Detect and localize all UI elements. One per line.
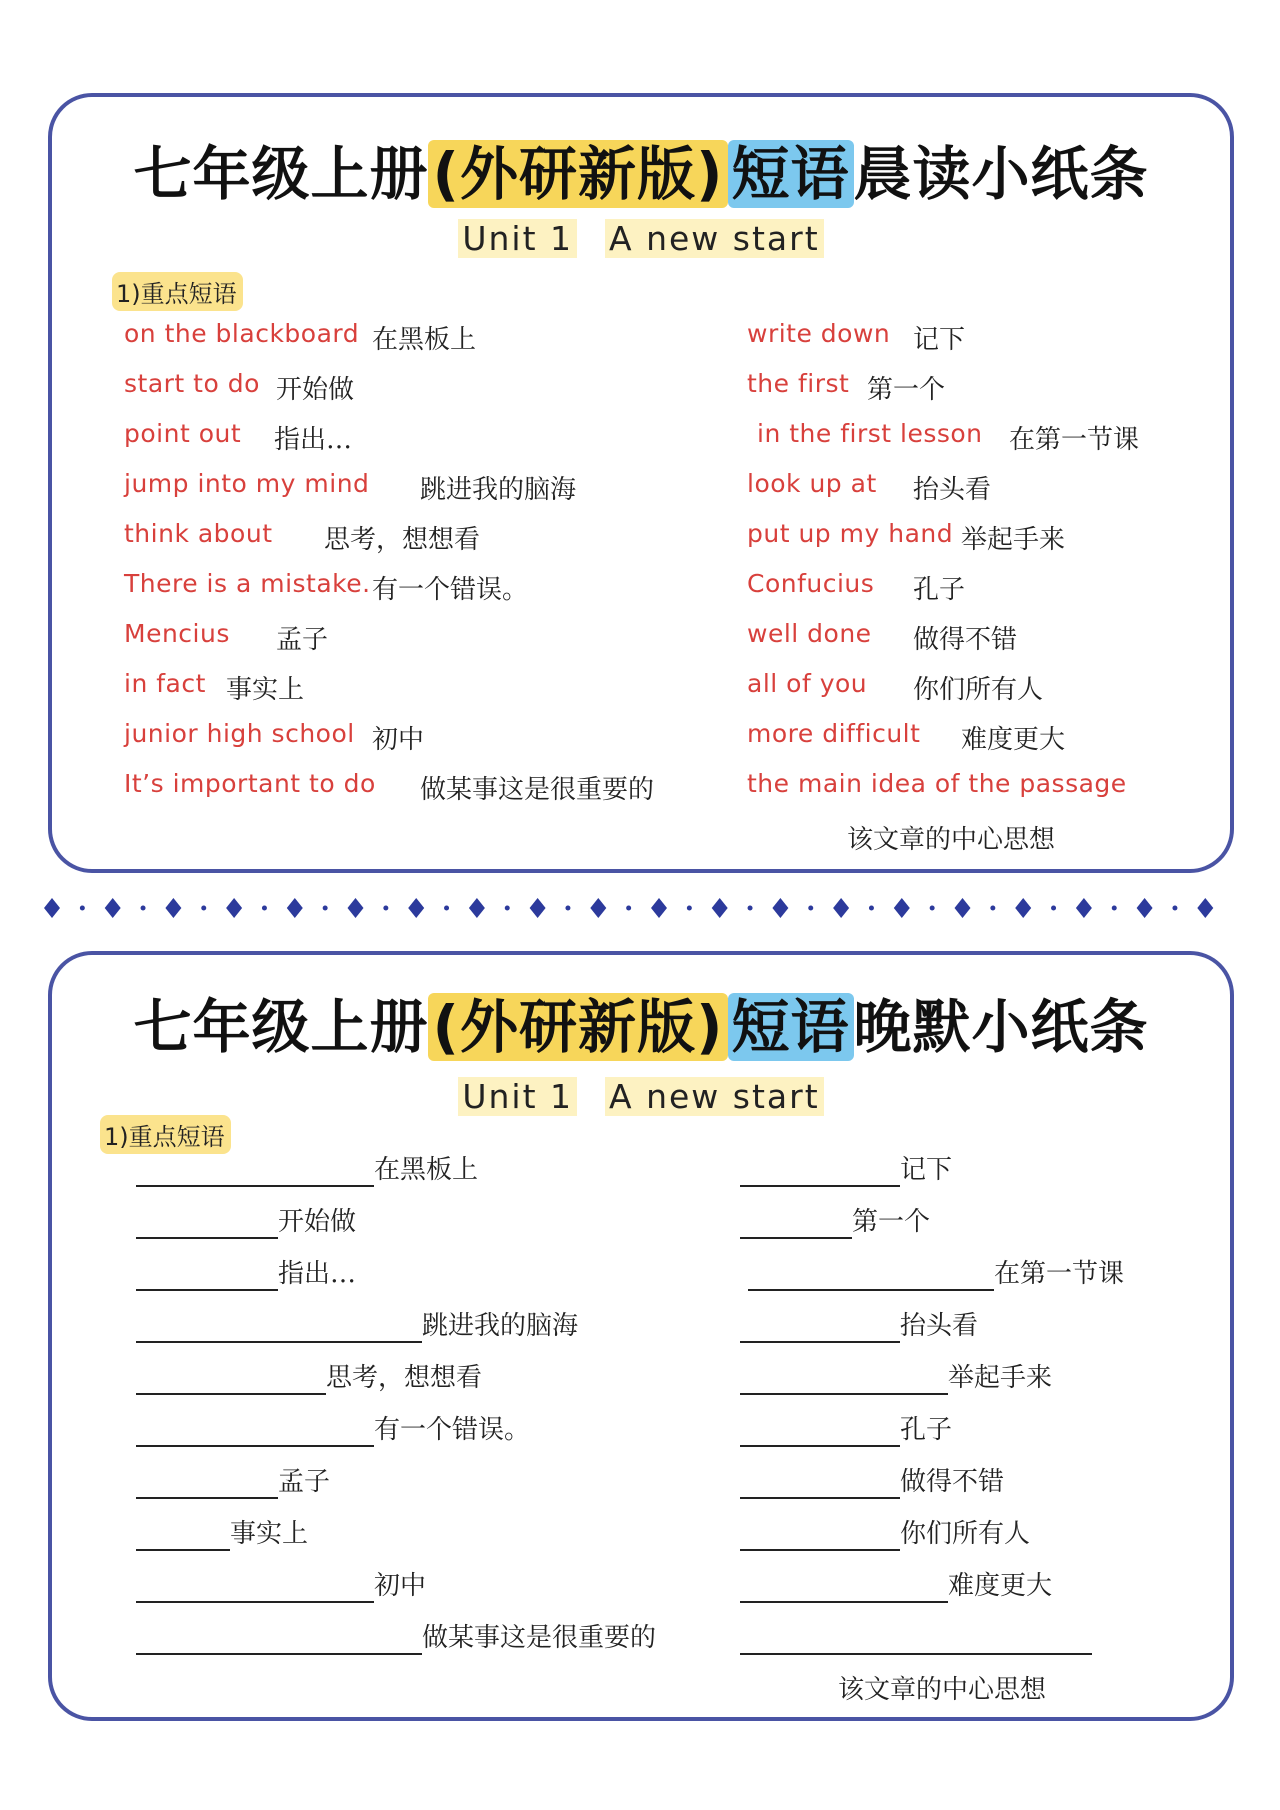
blank-hint: 该文章的中心思想 xyxy=(838,1675,1047,1705)
morning-title xyxy=(52,127,1230,211)
answer-blank[interactable] xyxy=(136,1393,326,1395)
section-label: 1)重点短语 xyxy=(112,272,243,311)
answer-blank[interactable] xyxy=(740,1341,900,1343)
answer-blank[interactable] xyxy=(740,1445,900,1447)
divider-dot-icon xyxy=(323,906,328,911)
divider-dot-icon xyxy=(1112,906,1117,911)
unit-name: A new start xyxy=(605,219,824,258)
phrase-english: look up at xyxy=(747,469,877,498)
phrase-chinese: 思考，想想看 xyxy=(324,525,481,555)
title-phrases: 短语 xyxy=(728,140,854,208)
phrase-chinese: 抬头看 xyxy=(913,475,992,505)
blank-hint: 孔子 xyxy=(900,1415,953,1445)
phrase-english: well done xyxy=(747,619,872,648)
answer-blank[interactable] xyxy=(136,1601,374,1603)
answer-blank[interactable] xyxy=(740,1601,948,1603)
unit-heading xyxy=(52,1077,1230,1116)
answer-blank[interactable] xyxy=(740,1237,852,1239)
blank-hint: 事实上 xyxy=(230,1519,309,1549)
divider-diamond-icon xyxy=(590,898,606,918)
divider-dot-icon xyxy=(141,906,146,911)
phrase-chinese: 初中 xyxy=(372,725,425,755)
phrase-english: There is a mistake. xyxy=(124,569,371,598)
divider-dot-icon xyxy=(687,906,692,911)
phrase-english: the first xyxy=(747,369,850,398)
title-edition: (外研新版) xyxy=(428,140,727,208)
phrase-english: on the blackboard xyxy=(124,319,360,348)
divider-diamond-icon xyxy=(1197,898,1213,918)
phrase-chinese: 第一个 xyxy=(867,375,946,405)
section-label: 1)重点短语 xyxy=(100,1115,231,1154)
title-grade: 七年级上册 xyxy=(133,140,429,208)
divider-diamond-icon xyxy=(894,898,910,918)
phrase-english: write down xyxy=(747,319,891,348)
unit-label: Unit 1 xyxy=(458,219,577,258)
phrase-chinese: 难度更大 xyxy=(961,725,1066,755)
blank-hint: 思考，想想看 xyxy=(326,1363,483,1393)
divider-diamond-icon xyxy=(833,898,849,918)
blank-hint: 在第一节课 xyxy=(994,1259,1125,1289)
divider-dot-icon xyxy=(201,906,206,911)
title-suffix: 晨读小纸条 xyxy=(853,140,1149,208)
evening-dictation-card xyxy=(48,951,1234,1721)
phrase-english: Mencius xyxy=(124,619,230,648)
phrase-chinese: 跳进我的脑海 xyxy=(420,475,577,505)
divider-diamond-icon xyxy=(469,898,485,918)
divider-diamond-icon xyxy=(1137,898,1153,918)
divider-diamond-icon xyxy=(44,898,60,918)
answer-blank[interactable] xyxy=(136,1237,278,1239)
phrase-chinese: 在黑板上 xyxy=(372,325,477,355)
divider-diamond-icon xyxy=(287,898,303,918)
phrase-english: in fact xyxy=(124,669,206,698)
divider-dot-icon xyxy=(1172,906,1177,911)
phrase-english: in the first lesson xyxy=(757,419,983,448)
divider-dot-icon xyxy=(444,906,449,911)
phrase-english: It’s important to do xyxy=(124,769,376,798)
unit-label: Unit 1 xyxy=(458,1077,577,1116)
blank-hint: 开始做 xyxy=(278,1207,357,1237)
answer-blank[interactable] xyxy=(136,1653,422,1655)
divider-dot-icon xyxy=(930,906,935,911)
answer-blank[interactable] xyxy=(740,1653,1092,1655)
phrase-chinese: 你们所有人 xyxy=(913,675,1044,705)
divider-dot-icon xyxy=(262,906,267,911)
phrase-chinese: 孔子 xyxy=(913,575,966,605)
phrase-chinese: 指出… xyxy=(274,425,353,455)
divider-diamond-icon xyxy=(712,898,728,918)
phrase-english: the main idea of the passage xyxy=(747,769,1127,798)
answer-blank[interactable] xyxy=(748,1289,994,1291)
phrase-chinese: 举起手来 xyxy=(961,525,1066,555)
divider-dot-icon xyxy=(383,906,388,911)
phrase-chinese: 该文章的中心思想 xyxy=(847,825,1056,855)
divider-diamond-icon xyxy=(651,898,667,918)
phrase-english: all of you xyxy=(747,669,868,698)
divider-dot-icon xyxy=(80,906,85,911)
divider-diamond-icon xyxy=(530,898,546,918)
divider-diamond-icon xyxy=(772,898,788,918)
blank-hint: 孟子 xyxy=(278,1467,331,1497)
phrase-chinese: 做某事这是很重要的 xyxy=(420,775,655,805)
blank-hint: 你们所有人 xyxy=(900,1519,1031,1549)
blank-hint: 难度更大 xyxy=(948,1571,1053,1601)
phrase-english: put up my hand xyxy=(747,519,954,548)
answer-blank[interactable] xyxy=(740,1393,948,1395)
divider-diamond-icon xyxy=(105,898,121,918)
phrase-english: junior high school xyxy=(124,719,355,748)
answer-blank[interactable] xyxy=(136,1341,422,1343)
divider-diamond-icon xyxy=(1015,898,1031,918)
divider-dot-icon xyxy=(869,906,874,911)
answer-blank[interactable] xyxy=(740,1185,900,1187)
phrase-chinese: 孟子 xyxy=(276,625,329,655)
divider-dot-icon xyxy=(626,906,631,911)
title-grade: 七年级上册 xyxy=(133,993,429,1061)
phrase-english: start to do xyxy=(124,369,260,398)
blank-hint: 做得不错 xyxy=(900,1467,1005,1497)
answer-blank[interactable] xyxy=(136,1497,278,1499)
divider-dot-icon xyxy=(1051,906,1056,911)
phrase-english: jump into my mind xyxy=(124,469,370,498)
phrase-chinese: 开始做 xyxy=(276,375,355,405)
morning-reading-card xyxy=(48,93,1234,873)
blank-hint: 做某事这是很重要的 xyxy=(422,1623,657,1653)
answer-blank[interactable] xyxy=(136,1185,374,1187)
blank-hint: 抬头看 xyxy=(900,1311,979,1341)
divider-dot-icon xyxy=(748,906,753,911)
phrase-english: Confucius xyxy=(747,569,875,598)
phrase-chinese: 在第一节课 xyxy=(1009,425,1140,455)
title-phrases: 短语 xyxy=(728,993,854,1061)
phrase-chinese: 记下 xyxy=(913,325,966,355)
divider-dot-icon xyxy=(565,906,570,911)
divider-diamond-icon xyxy=(1076,898,1092,918)
answer-blank[interactable] xyxy=(136,1445,374,1447)
unit-heading xyxy=(52,219,1230,258)
divider-diamond-icon xyxy=(226,898,242,918)
divider-diamond-icon xyxy=(348,898,364,918)
phrase-english: more difficult xyxy=(747,719,921,748)
answer-blank[interactable] xyxy=(740,1497,900,1499)
phrase-chinese: 事实上 xyxy=(226,675,305,705)
divider-diamond-icon xyxy=(165,898,181,918)
phrase-english: point out xyxy=(124,419,242,448)
blank-hint: 初中 xyxy=(374,1571,427,1601)
evening-title xyxy=(52,980,1230,1064)
title-edition: (外研新版) xyxy=(428,993,727,1061)
divider-dot-icon xyxy=(990,906,995,911)
blank-hint: 第一个 xyxy=(852,1207,931,1237)
divider-diamond-icon xyxy=(408,898,424,918)
divider-diamond-icon xyxy=(955,898,971,918)
unit-name: A new start xyxy=(605,1077,824,1116)
divider-dot-icon xyxy=(808,906,813,911)
title-suffix: 晚默小纸条 xyxy=(853,993,1149,1061)
answer-blank[interactable] xyxy=(136,1289,278,1291)
answer-blank[interactable] xyxy=(136,1549,230,1551)
blank-hint: 有一个错误。 xyxy=(374,1415,531,1445)
phrase-chinese: 做得不错 xyxy=(913,625,1018,655)
blank-hint: 记下 xyxy=(900,1155,953,1185)
blank-hint: 跳进我的脑海 xyxy=(422,1311,579,1341)
answer-blank[interactable] xyxy=(740,1549,900,1551)
phrase-chinese: 有一个错误。 xyxy=(372,575,529,605)
blank-hint: 在黑板上 xyxy=(374,1155,479,1185)
blank-hint: 指出… xyxy=(278,1259,357,1289)
divider-dot-icon xyxy=(505,906,510,911)
divider-dotted-line xyxy=(40,896,1240,920)
phrase-english: think about xyxy=(124,519,273,548)
blank-hint: 举起手来 xyxy=(948,1363,1053,1393)
